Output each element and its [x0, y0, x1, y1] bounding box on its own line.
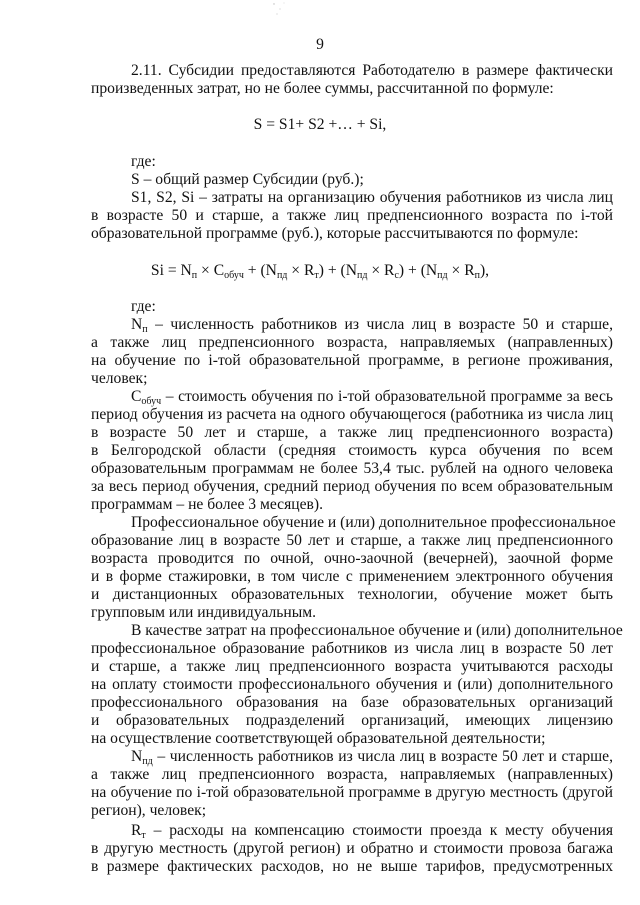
formula-part: × R — [367, 262, 395, 279]
formula-subscript: пд — [357, 270, 368, 281]
symbol-main: N — [131, 748, 143, 765]
symbol-np — [131, 316, 148, 333]
scan-speck-mark — [268, 0, 292, 20]
formula-part: ) + (N — [318, 262, 358, 279]
formula-part: ) + (N — [398, 262, 438, 279]
text-line: на осуществление соответствующей образовательной деятельности; — [91, 730, 546, 747]
text-line: на оплату стоимости профессионального обучения и (или) дополнительного — [91, 676, 613, 693]
text-line: в Белгородской области (средняя стоимость курса обучения по всем — [91, 442, 613, 459]
text-line: образовательной программе (руб.), которые рассчитываются по формуле: — [91, 225, 579, 242]
text-line: где: — [131, 153, 156, 170]
text-line: групповым или индивидуальным. — [91, 604, 316, 621]
text-line: образование лиц в возрасте 50 лет и старше, а также лиц предпенсионного — [91, 532, 613, 549]
symbol-sub: обуч — [141, 396, 162, 407]
text-line: Профессиональное обучение и (или) дополнительное профессиональное — [131, 514, 616, 531]
formula-total: S = S1+ S2 +… + Si, — [253, 116, 387, 133]
symbol-sub: п — [142, 324, 148, 335]
formula-subscript: обуч — [224, 270, 244, 281]
formula-part: Si = N — [150, 262, 192, 279]
text-line: за весь период обучения, средний период обучения по всем образовательным — [91, 478, 613, 495]
text-line: профессионального образования на базе образовательных организаций — [91, 694, 613, 711]
text-line: а также лиц предпенсионного возраста, направляемых (направленных) — [91, 766, 613, 783]
text-line-rt — [131, 822, 613, 840]
text-line: образовательным программам не более 53,4 тыс. рублей на одного человека — [91, 460, 613, 477]
text-line: в размере фактических расходов, но не выше тарифов, предусмотренных — [91, 858, 613, 875]
symbol-cobuch — [131, 388, 161, 405]
symbol-main: R — [131, 822, 142, 839]
formula-subscript: т — [314, 270, 319, 281]
text-line: В качестве затрат на профессиональное обучение и (или) дополнительное — [131, 622, 623, 639]
symbol-npd — [131, 748, 153, 765]
text-line: произведенных затрат, но не более суммы, рассчитанной по формуле: — [91, 80, 554, 97]
text-line: возраста проводится по очной, очно-заочной (вечерней), заочной форме — [91, 550, 613, 567]
symbol-rt — [131, 822, 146, 839]
text-line: и образовательных подразделений организаций, имеющих лицензию — [91, 712, 613, 729]
formula-si — [0, 262, 640, 280]
text-line: период обучения из расчета на одного обучающегося (работника из числа лиц — [91, 406, 613, 423]
text-line-npd — [131, 748, 613, 766]
text-line-cobuch — [131, 388, 613, 406]
formula-part: × R — [447, 262, 475, 279]
text-line: в возрасте 50 лет и старше, а также лиц предпенсионного возраста) — [91, 424, 613, 441]
formula-subscript: п — [191, 270, 198, 281]
formula-part: + (N — [243, 262, 277, 279]
formula-subscript: пд — [276, 270, 288, 281]
text-run: – численность работников из числа лиц в возрасте 50 лет и старше, — [157, 748, 613, 765]
text-line: регион), человек; — [91, 802, 207, 819]
text-line: в возрасте 50 и старше, а также лиц предпенсионного возраста по i-той — [91, 207, 613, 224]
symbol-sub: пд — [142, 756, 153, 767]
text-run: – стоимость обучения по i-той образовательной программе за весь — [165, 388, 614, 405]
text-line: программам – не более 3 месяцев). — [91, 496, 323, 513]
formula-part: × R — [287, 262, 315, 279]
text-line: S – общий размер Субсидии (руб.); — [131, 171, 364, 188]
text-line: и в форме стажировки, в том числе с применением электронного обучения — [91, 568, 613, 585]
text-line: на обучение по i-той образовательной программе, в регионе проживания, — [91, 352, 613, 369]
formula-part: ), — [479, 262, 490, 279]
text-line: где: — [131, 298, 156, 315]
symbol-main: N — [131, 316, 143, 333]
text-line: в другую местность (другой регион) и обратно и стоимости провоза багажа — [91, 840, 613, 857]
text-line: профессиональное образование работников из числа лиц в возрасте 50 лет — [91, 640, 613, 657]
text-run: – численность работников из числа лиц в возрасте 50 и старше, — [155, 316, 613, 333]
text-line: S1, S2, Si – затраты на организацию обучения работников из числа лиц — [131, 189, 613, 206]
text-line: человек; — [91, 370, 148, 387]
text-run: – расходы на компенсацию стоимости проезда к месту обучения — [153, 822, 614, 839]
text-line: 2.11. Субсидии предоставляются Работодателю в размере фактически — [131, 62, 613, 79]
formula-subscript: с — [394, 270, 399, 281]
text-line-np — [131, 316, 613, 334]
symbol-sub: т — [141, 830, 146, 841]
text-line: а также лиц предпенсионного возраста, направляемых (направленных) — [91, 334, 613, 351]
page-number: 9 — [316, 36, 324, 53]
symbol-main: С — [131, 388, 142, 405]
text-line: на обучение по i-той образовательной программе в другую местность (другой — [91, 784, 613, 801]
formula-subscript: пд — [437, 270, 448, 281]
formula-part: × C — [197, 262, 225, 279]
text-line: и старше, а также лиц предпенсионного возраста учитываются расходы — [91, 658, 613, 675]
text-line: и дистанционных образовательных технологии, обучение может быть — [91, 586, 613, 603]
formula-subscript: п — [474, 270, 480, 281]
